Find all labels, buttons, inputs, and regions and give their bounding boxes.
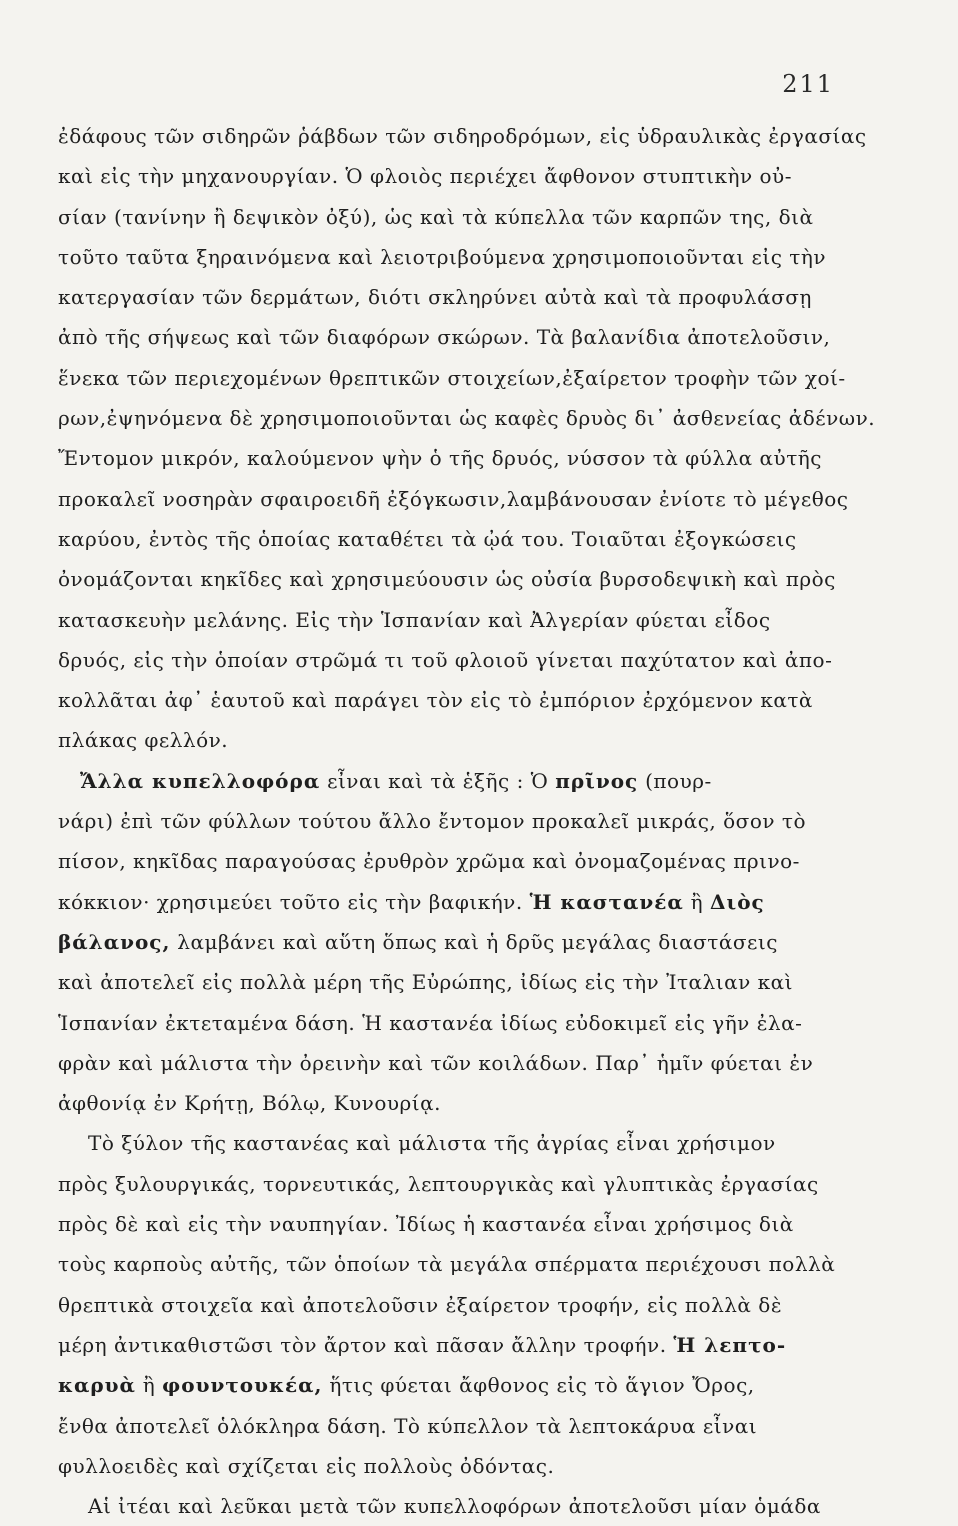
text-line [58, 438, 900, 478]
text-run: ἀφθονίᾳ ἐν Κρήτῃ, Βόλῳ, Κυνουρίᾳ. [58, 1091, 442, 1116]
text-line [58, 358, 900, 398]
page-number: 211 [782, 70, 834, 98]
text-run: πίσον, κηκῖδας παραγούσας ἐρυθρὸν χρῶμα καὶ ὀνομαζομένας πρινο- [58, 849, 800, 874]
bold-term: φουντουκέα, [162, 1373, 323, 1398]
text-run: Αἱ ἰτέαι καὶ λεῦκαι μετὰ τῶν κυπελλοφόρων ἀποτελοῦσι μίαν ὁμάδα [88, 1494, 821, 1519]
text-line [58, 922, 900, 962]
text-line [58, 962, 900, 1002]
text-line [58, 720, 900, 760]
text-line [58, 640, 900, 680]
text-run: κατεργασίαν τῶν δερμάτων, διότι σκληρύνει αὐτὰ καὶ τὰ προφυλάσσῃ [58, 285, 812, 310]
text-line [58, 1285, 900, 1325]
text-run: ρων,ἐψηνόμενα δὲ χρησιμοποιοῦνται ὡς καφὲς δρυὸς δι᾽ ἀσθενείας ἀδένων. [58, 406, 876, 431]
text-run: ἔνθα ἀποτελεῖ ὁλόκληρα δάση. Τὸ κύπελλον τὰ λεπτοκάρυα εἶναι [58, 1413, 758, 1438]
text-line [58, 801, 900, 841]
text-run: Ἱσπανίαν ἐκτεταμένα δάση. Ἡ καστανέα ἰδίως εὐδοκιμεῖ εἰς γῆν ἐλα- [58, 1010, 803, 1035]
text-line [58, 519, 900, 559]
bold-term: Ἡ λεπτο- [673, 1332, 787, 1357]
text-run: ἢ [135, 1373, 163, 1398]
text-line [58, 680, 900, 720]
text-line [58, 1446, 900, 1486]
text-line [58, 1043, 900, 1083]
text-run: (πουρ- [638, 768, 712, 793]
text-line [58, 761, 900, 801]
text-run: κατασκευὴν μελάνης. Εἰς τὴν Ἱσπανίαν καὶ Ἀλγερίαν φύεται εἶδος [58, 607, 771, 632]
text-run: ἢ [683, 889, 711, 914]
text-run: πρὸς ξυλουργικάς, τορνευτικάς, λεπτουργικὰς καὶ γλυπτικὰς ἐργασίας [58, 1171, 819, 1196]
bold-term: βάλανος, [58, 929, 171, 954]
text-line [58, 237, 900, 277]
text-line [58, 1164, 900, 1204]
text-run: Ἔντομον μικρόν, καλούμενον ψὴν ὁ τῆς δρυός, νύσσον τὰ φύλλα αὐτῆς [58, 446, 822, 471]
text-run: ἐδάφους τῶν σιδηρῶν ῥάβδων τῶν σιδηροδρόμων, εἰς ὑδραυλικὰς ἐργασίας [58, 124, 867, 148]
text-line [58, 882, 900, 922]
text-run: τοὺς καρποὺς αὐτῆς, τῶν ὁποίων τὰ μεγάλα σπέρματα περιέχουσι πολλὰ [58, 1252, 836, 1277]
text-run: κόκκιον· χρησιμεύει τοῦτο εἰς τὴν βαφικήν. [58, 889, 530, 914]
text-run: σίαν (τανίνην ἢ δεψικὸν ὀξύ), ὡς καὶ τὰ κύπελλα τῶν καρπῶν της, διὰ [58, 204, 814, 229]
text-line [58, 398, 900, 438]
text-run: νάρι) ἐπὶ τῶν φύλλων τούτου ἄλλο ἔντομον προκαλεῖ μικράς, ὅσον τὸ [58, 809, 806, 834]
bold-term: Ἡ καστανέα [529, 889, 684, 914]
text-line [58, 1325, 900, 1365]
text-run: μέρη ἀντικαθιστῶσι τὸν ἄρτον καὶ πᾶσαν ἄλλην τροφήν. [58, 1332, 674, 1357]
text-line [58, 479, 900, 519]
text-run: τοῦτο ταῦτα ξηραινόμενα καὶ λειοτριβούμενα χρησιμοποιοῦνται εἰς τὴν [58, 244, 827, 269]
text-line [58, 1486, 900, 1526]
text-line [58, 559, 900, 599]
bold-term: καρυὰ [58, 1373, 136, 1398]
text-line [58, 1003, 900, 1043]
text-line [58, 841, 900, 881]
text-line [58, 1083, 900, 1123]
text-run: λαμβάνει καὶ αὕτη ὅπως καὶ ἡ δρῦς μεγάλας διαστάσεις [170, 929, 778, 954]
text-line [58, 1204, 900, 1244]
text-run: ἥτις φύεται ἄφθονος εἰς τὸ ἅγιον Ὄρος, [322, 1373, 755, 1398]
text-line [58, 600, 900, 640]
text-run: ὀνομάζονται κηκῖδες καὶ χρησιμεύουσιν ὡς οὐσία βυρσοδεψικὴ καὶ πρὸς [58, 567, 836, 592]
text-run: καὶ εἰς τὴν μηχανουργίαν. Ὁ φλοιὸς περιέχει ἄφθονον στυπτικὴν οὐ- [58, 164, 792, 189]
text-line [58, 1406, 900, 1446]
text-run: ἕνεκα τῶν περιεχομένων θρεπτικῶν στοιχείων,ἐξαίρετον τροφὴν τῶν χοί- [58, 365, 846, 390]
bold-term: Ἄλλα κυπελλοφόρα [80, 768, 321, 793]
text-line [58, 1123, 900, 1163]
text-line [58, 197, 900, 237]
text-line [58, 116, 900, 156]
text-line [58, 156, 900, 196]
text-run: φυλλοειδὲς καὶ σχίζεται εἰς πολλοὺς ὀδόντας. [58, 1453, 555, 1478]
text-run: Τὸ ξύλον τῆς καστανέας καὶ μάλιστα τῆς ἀγρίας εἶναι χρήσιμον [88, 1131, 776, 1156]
text-run: καρύου, ἐντὸς τῆς ὁποίας καταθέτει τὰ ᾠά του. Τοιαῦται ἐξογκώσεις [58, 526, 797, 551]
text-run: καὶ ἀποτελεῖ εἰς πολλὰ μέρη τῆς Εὐρώπης, ἰδίως εἰς τὴν Ἰταλιαν καὶ [58, 970, 793, 995]
text-run: φρὰν καὶ μάλιστα τὴν ὀρεινὴν καὶ τῶν κοιλάδων. Παρ᾽ ἡμῖν φύεται ἐν [58, 1050, 814, 1075]
text-line [58, 317, 900, 357]
text-run: δρυός, εἰς τὴν ὁποίαν στρῶμά τι τοῦ φλοιοῦ γίνεται παχύτατον καὶ ἀπο- [58, 647, 833, 672]
text-line [58, 1365, 900, 1405]
text-line [58, 1244, 900, 1284]
bold-term: πρῖνος [555, 768, 639, 793]
text-run: προκαλεῖ νοσηρὰν σφαιροειδῆ ἐξόγκωσιν,λαμβάνουσαν ἐνίοτε τὸ μέγεθος [58, 486, 849, 511]
text-run: θρεπτικὰ στοιχεῖα καὶ ἀποτελοῦσιν ἐξαίρετον τροφήν, εἰς πολλὰ δὲ [58, 1292, 783, 1317]
text-run: κολλᾶται ἀφ᾽ ἑαυτοῦ καὶ παράγει τὸν εἰς τὸ ἐμπόριον ἐρχόμενον κατὰ [58, 688, 813, 713]
text-run: πρὸς δὲ καὶ εἰς τὴν ναυπηγίαν. Ἰδίως ἡ καστανέα εἶναι χρήσιμος διὰ [58, 1212, 794, 1237]
text-run: ἀπὸ τῆς σήψεως καὶ τῶν διαφόρων σκώρων. Τὰ βαλανίδια ἀποτελοῦσιν, [58, 325, 831, 350]
text-run: πλάκας φελλόν. [58, 728, 229, 753]
body-text [58, 116, 900, 1526]
bold-term: Διὸς [710, 889, 765, 914]
text-line [58, 277, 900, 317]
text-run: εἶναι καὶ τὰ ἑξῆς : Ὁ [320, 768, 556, 793]
